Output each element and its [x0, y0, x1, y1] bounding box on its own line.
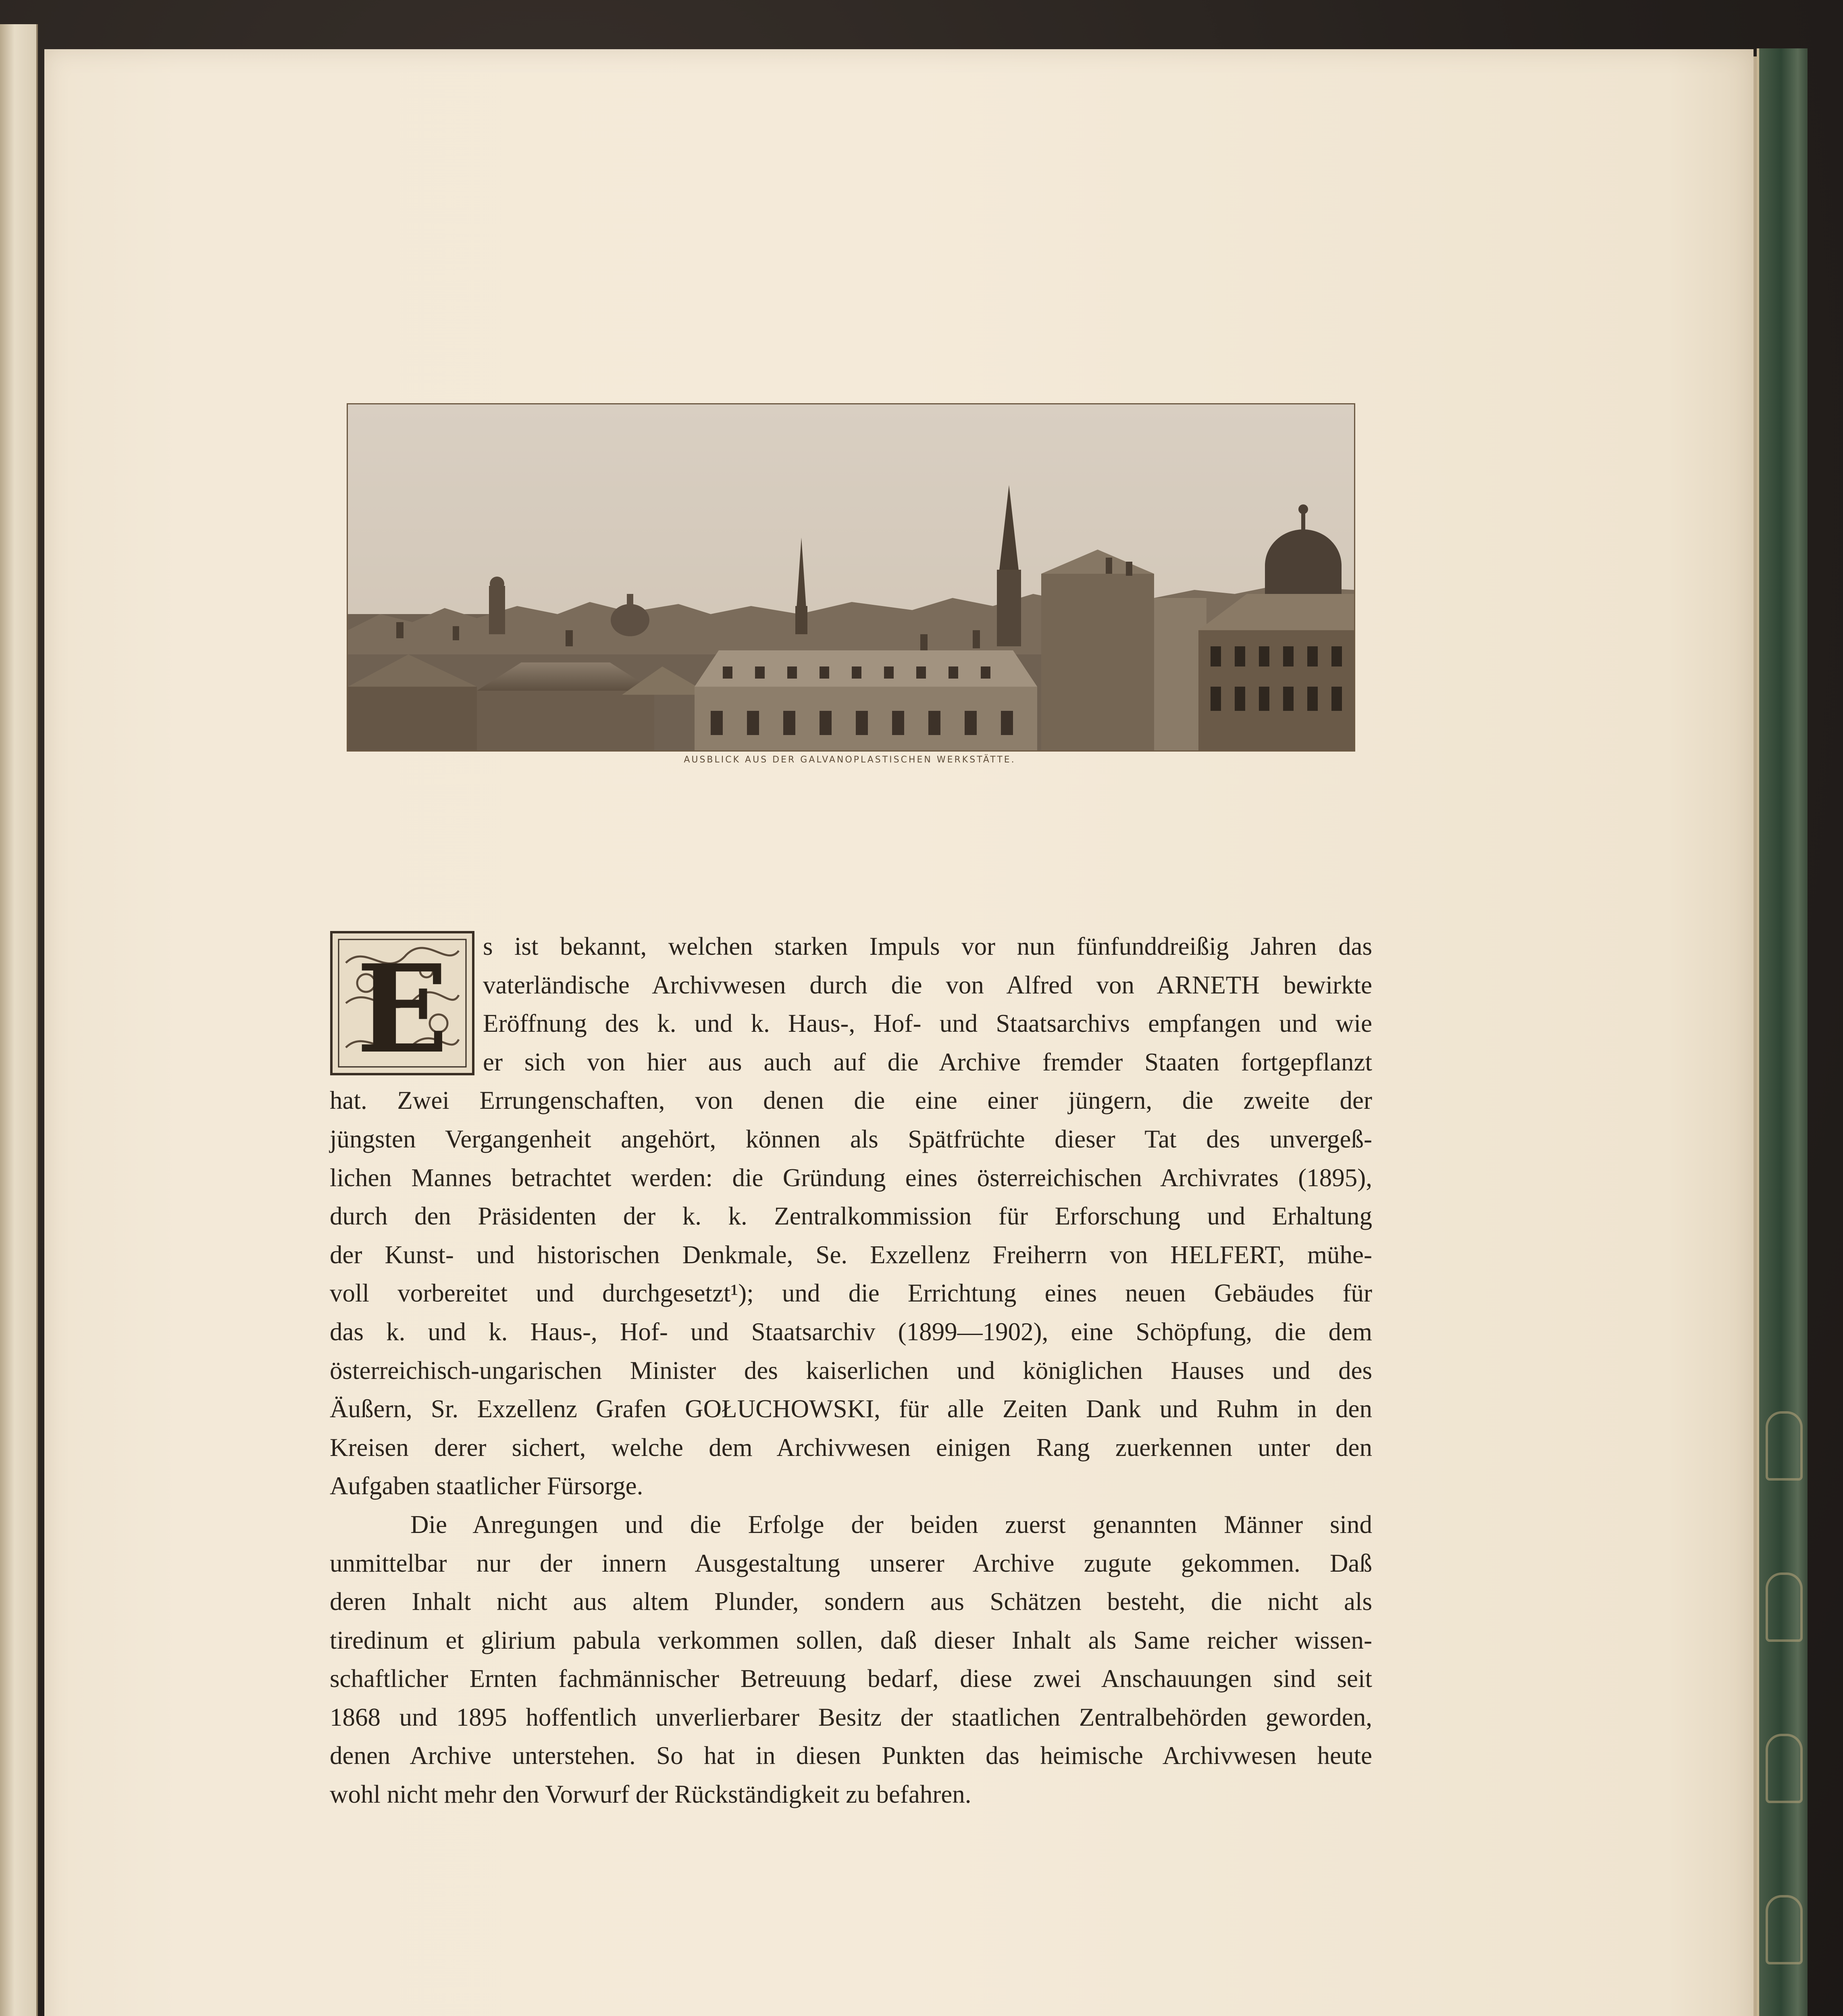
text-line: deren Inhalt nicht aus altem Plunder, sondern aus Schätzen besteht, die nicht als [330, 1587, 1372, 1616]
text-line: er sich von hier aus auch auf die Archive fremder Staaten fortgepflanzt [483, 1048, 1372, 1076]
text-line: jüngsten Vergangenheit angehört, können als Spätfrüchte dieser Tat des unvergeß- [330, 1125, 1372, 1153]
cover-ornament [1766, 1572, 1803, 1642]
text-line: Aufgaben staatlicher Fürsorge. [330, 1472, 643, 1500]
paragraph-2 [330, 1506, 1372, 1814]
text-line: vaterländische Archivwesen durch die von Alfred von ARNETH bewirkte [483, 971, 1372, 999]
text-line: Die Anregungen und die Erfolge der beiden zuerst genannten Männer sind [410, 1510, 1372, 1539]
text-line: Eröffnung des k. und k. Haus-, Hof- und Staatsarchivs empfangen und wie [483, 1009, 1372, 1038]
text-line: österreichisch-ungarischen Minister des kaiserlichen und königlichen Hauses und des [330, 1356, 1372, 1385]
text-line: hat. Zwei Errungenschaften, von denen die eine einer jüngern, die zweite der [330, 1086, 1372, 1115]
text-line: denen Archive unterstehen. So hat in diesen Punkten das heimische Archivwesen heute [330, 1741, 1372, 1770]
text-line: wohl nicht mehr den Vorwurf der Rückständigkeit zu befahren. [330, 1780, 971, 1809]
text-line: voll vorbereitet und durchgesetzt¹); und die Errichtung eines neuen Gebäudes für [330, 1279, 1372, 1308]
text-line: lichen Mannes betrachtet werden: die Gründung eines österreichischen Archivrates (1895), [330, 1163, 1372, 1192]
cover-ornament [1766, 1411, 1803, 1481]
text-line: tiredinum et glirium pabula verkommen sollen, daß dieser Inhalt als Same reicher wissen- [330, 1626, 1372, 1654]
skyline-photograph [347, 403, 1355, 752]
text-line: unmittelbar nur der innern Ausgestaltung unserer Archive zugute gekommen. Daß [330, 1549, 1372, 1577]
cover-ornament [1766, 1734, 1803, 1803]
text-line: Kreisen derer sichert, welche dem Archivwesen einigen Rang zuerkennen unter den [330, 1433, 1372, 1462]
text-line: der Kunst- und historischen Denkmale, Se. Exzellenz Freiherrn von HELFERT, mühe- [330, 1240, 1372, 1269]
paragraph-1 [330, 927, 1372, 1506]
text-line: 1868 und 1895 hoffentlich unverlierbarer Besitz der staatlichen Zentralbehörden geworden, [330, 1703, 1372, 1731]
text-line: das k. und k. Haus-, Hof- und Staatsarchiv (1899—1902), eine Schöpfung, die dem [330, 1317, 1372, 1346]
cover-ornament [1766, 1895, 1803, 1964]
figure-caption: AUSBLICK AUS DER GALVANOPLASTISCHEN WERKSTÄTTE. [684, 755, 1016, 765]
book-cover-edge [1757, 48, 1808, 2016]
text-line: durch den Präsidenten der k. k. Zentralkommission für Erforschung und Erhaltung [330, 1202, 1372, 1231]
left-page-edge [0, 24, 38, 2016]
text-line: s ist bekannt, welchen starken Impuls vor nun fünfunddreißig Jahren das [483, 932, 1372, 960]
text-line: schaftlicher Ernten fachmännischer Betreuung bedarf, diese zwei Anschauungen sind seit [330, 1664, 1372, 1693]
text-line: Äußern, Sr. Exzellenz Grafen GOŁUCHOWSKI, für alle Zeiten Dank und Ruhm in den [330, 1395, 1372, 1423]
main-text [330, 927, 1372, 1814]
svg-text:E: E [356, 938, 449, 1076]
